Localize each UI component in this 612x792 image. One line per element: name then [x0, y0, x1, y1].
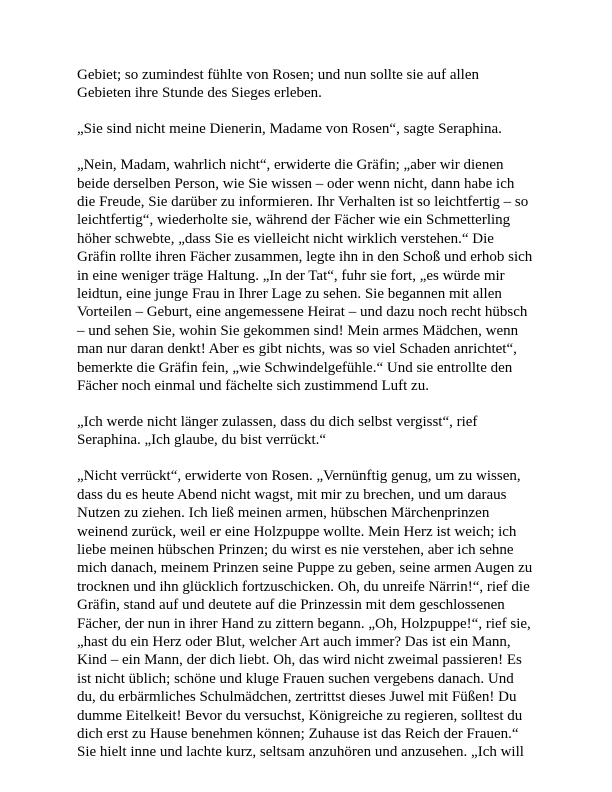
text-line: liebe meinen hübschen Prinzen; du wirst es nie verstehen, aber ich sehne [77, 541, 514, 558]
text-line: „Sie sind nicht meine Dienerin, Madame von Rosen“, sagte Seraphina. [77, 121, 502, 138]
text-line: mich danach, meinem Prinzen seine Puppe zu geben, seine armen Augen zu [77, 560, 533, 577]
text-line: dumme Eitelkeit! Bevor du versuchst, Königreiche zu regieren, solltest du [77, 707, 523, 724]
text-line: man nur daran denkt! Aber es gibt nichts, was so viel Schaden anrichtet“, [77, 341, 517, 358]
text-line: Gebieten ihre Stunde des Sieges erleben. [77, 85, 322, 102]
text-line: Fächer noch einmal und fächelte sich zustimmend Luft zu. [77, 378, 429, 395]
text-line: – und sehen Sie, wohin Sie gekommen sind! Mein armes Mädchen, wenn [77, 322, 519, 339]
text-line: weinend zurück, weil er eine Holzpuppe wollte. Mein Herz ist weich; ich [77, 523, 517, 540]
text-line: Kind – ein Mann, der dich liebt. Oh, das wird nicht zweimal passieren! Es [77, 652, 522, 669]
text-line: Seraphina. „Ich glaube, du bist verrückt.“ [77, 432, 327, 449]
text-line: dass du es heute Abend nicht wagst, mit mir zu brechen, und um daraus [77, 486, 507, 503]
paragraph-4 [77, 413, 537, 450]
text-line: Vorteilen – Geburt, eine angemessene Heirat – und dazu noch recht hübsch [77, 304, 528, 321]
paragraph-1 [77, 66, 537, 103]
text-line: Gebiet; so zumindest fühlte von Rosen; und nun sollte sie auf allen [77, 67, 480, 83]
text-line: „Ich werde nicht länger zulassen, dass du dich selbst vergisst“, rief [77, 414, 478, 430]
text-line: Gräfin, stand auf und deutete auf die Prinzessin mit dem geschlossenen [77, 597, 505, 614]
text-line: bemerkte die Gräfin fein, „wie Schwindelgefühle.“ Und sie entrollte den [77, 359, 513, 376]
text-line: dich erst zu Hause benehmen können; Zuhause ist das Reich der Frauen.“ [77, 726, 519, 742]
text-line: Nutzen zu ziehen. Ich ließ meinen armen, hübschen Märchenprinzen [77, 505, 490, 522]
text-line: Fächer, der nun in ihrer Hand zu zittern begann. „Oh, Holzpuppe!“, rief sie, [77, 615, 531, 632]
text-line: Gräfin rollte ihren Fächer zusammen, legte ihn in den Schoß und erhob sich [77, 249, 533, 266]
text-line: trocknen und ihn glücklich fortzuschicken. Oh, du unreife Närrin!“, rief die [77, 578, 530, 595]
text-line: du, du erbärmliches Schulmädchen, zertrittst dieses Juwel mit Füßen! Du [77, 689, 517, 706]
text-line: die Freude, Sie darüber zu informieren. Ihr Verhalten ist so leichtfertig – so [77, 194, 529, 211]
text-line: „Nicht verrückt“, erwiderte von Rosen. „Vernünftig genug, um zu wissen, [77, 468, 521, 485]
paragraph-3 [77, 156, 537, 395]
paragraph-5 [77, 467, 537, 762]
text-line: höher schwebte, „dass Sie es vielleicht nicht wirklich verstehen.“ Die [77, 230, 494, 247]
text-line: beide derselben Person, wie Sie wissen – oder wenn nicht, dann habe ich [77, 175, 515, 192]
text-line: leichtfertig“, wiederholte sie, während der Fächer wie ein Schmetterling [77, 212, 511, 229]
paragraph-2 [77, 120, 537, 138]
body-text [77, 66, 537, 779]
text-line: leidtun, eine junge Frau in Ihrer Lage zu sehen. Sie begannen mit allen [77, 286, 502, 303]
text-line: in eine weniger träge Haltung. „In der Tat“, fuhr sie fort, „es würde mir [77, 267, 505, 284]
text-line: „hast du ein Herz oder Blut, welcher Art auch immer? Das ist ein Mann, [77, 633, 511, 650]
text-line: „Nein, Madam, wahrlich nicht“, erwiderte die Gräfin; „aber wir dienen [77, 157, 504, 174]
text-line: Sie hielt inne und lachte kurz, seltsam anzuhören und anzusehen. „Ich will [77, 744, 524, 761]
text-line: ist nicht üblich; schöne und kluge Frauen suchen vergebens danach. Und [77, 670, 514, 687]
